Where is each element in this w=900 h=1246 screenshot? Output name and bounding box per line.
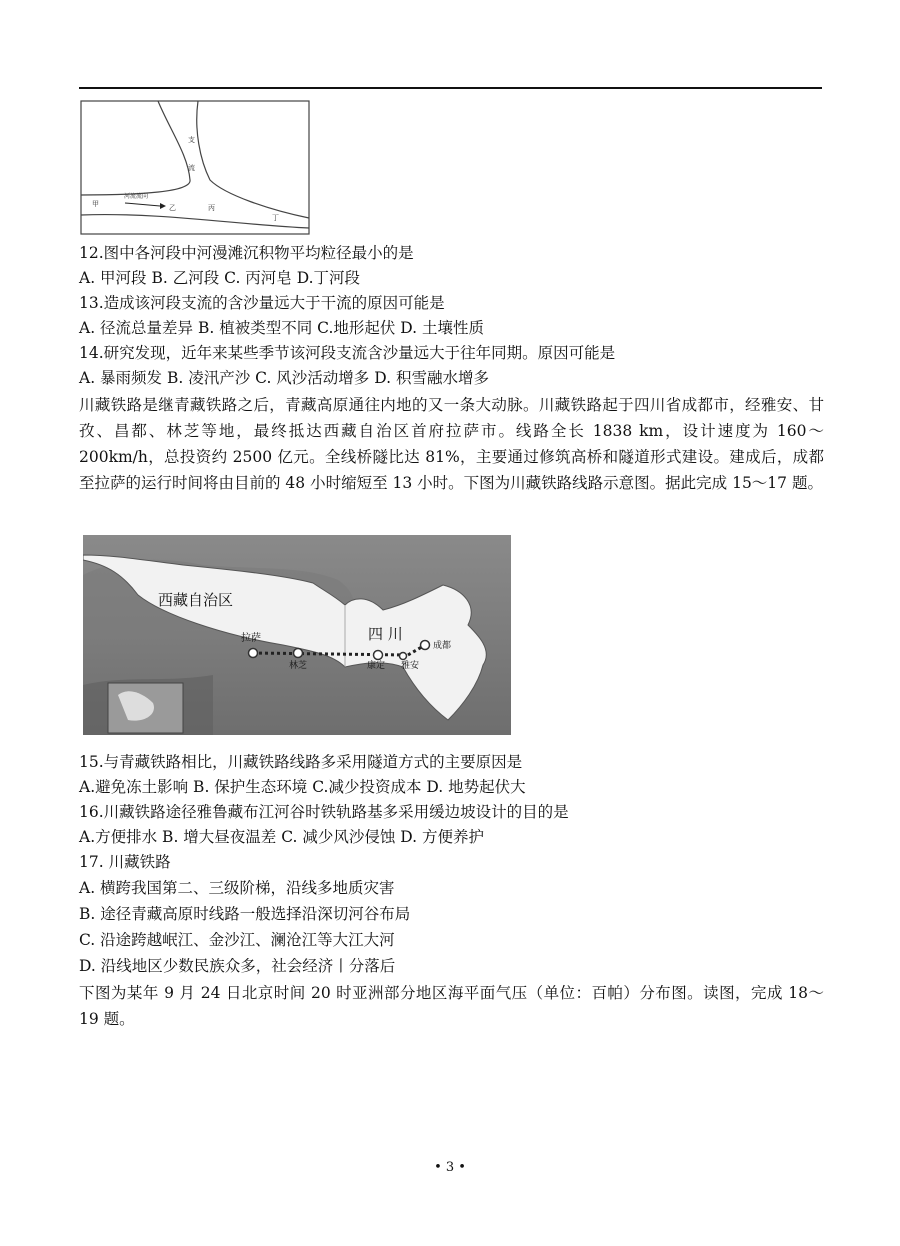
city-label-nyingchi: 林芝 (289, 661, 308, 671)
question-17-option-b: B. 途径青藏高原时线路一般选择沿深切河谷布局 (79, 905, 411, 923)
question-15: 15.与青藏铁路相比，川藏铁路线路多采用隧道方式的主要原因是 (79, 753, 523, 771)
header-rule (79, 87, 822, 89)
tributary-label-1: 支 (188, 136, 195, 144)
question-12: 12.图中各河段中河漫滩沉积物平均粒径最小的是 (79, 244, 414, 262)
question-13: 13.造成该河段支流的含沙量远大于干流的原因可能是 (79, 294, 445, 312)
question-13-options: A. 径流总量差异 B. 植被类型不同 C.地形起伏 D. 土壤性质 (79, 319, 485, 337)
pressure-map-intro: 下图为某年 9 月 24 日北京时间 20 时亚洲部分地区海平面气压（单位：百帕）分布图。读图，完成 18～ 19 题。 (79, 984, 824, 1028)
segment-label-ding: 丁 (272, 214, 279, 222)
river-diagram (80, 100, 310, 235)
question-17-option-c: C. 沿途跨越岷江、金沙江、澜沧江等大江大河 (79, 931, 395, 949)
page-number: • 3 • (434, 1160, 466, 1175)
railway-intro-paragraph: 川藏铁路是继青藏铁路之后，青藏高原通往内地的又一条大动脉。川藏铁路起于四川省成都市，经雅安、甘孜、昌都、林芝等地，最终抵达西藏自治区首府拉萨市。线路全长 1838 km，设计速度为 160～200km/h，总投资约 2500 亿元。全线桥隧比达 81%，主要通过修筑高桥和隧道形式建设。建成后，成都至拉萨的运行时间将由目前的 48 小时缩短至 13 小时。下图为川藏铁路线路示意图。据此完成 15～17 题。 (79, 396, 824, 492)
city-label-lhasa: 拉萨 (241, 633, 261, 644)
city-label-yaan: 雅安 (401, 661, 420, 671)
question-14-options: A. 暴雨频发 B. 凌汛产沙 C. 风沙活动增多 D. 积雪融水增多 (79, 369, 489, 387)
question-15-options: A.避免冻土影响 B. 保护生态环境 C.减少投资成本 D. 地势起伏大 (79, 778, 526, 796)
question-12-options: A. 甲河段 B. 乙河段 C. 丙河皂 D.丁河段 (79, 269, 361, 287)
region-label-sichuan: 四 川 (368, 625, 403, 643)
segment-label-bing: 丙 (208, 204, 215, 212)
question-14: 14.研究发现，近年来某些季节该河段支流含沙量远大于往年同期。原因可能是 (79, 344, 616, 362)
flow-direction-label: 河流流向 (124, 193, 149, 200)
question-17: 17. 川藏铁路 (79, 853, 171, 871)
segment-label-jia: 甲 (92, 200, 99, 208)
city-label-chengdu: 成都 (433, 641, 452, 651)
railway-map (83, 535, 511, 735)
question-16: 16.川藏铁路途径雅鲁藏布江河谷时铁轨路基多采用缓边坡设计的目的是 (79, 803, 569, 821)
city-label-kangding: 康定 (367, 661, 386, 671)
segment-label-yi: 乙 (169, 204, 176, 212)
tributary-label-2: 流 (188, 164, 195, 172)
region-label-tibet: 西藏自治区 (158, 591, 234, 609)
question-16-options: A.方便排水 B. 增大昼夜温差 C. 减少风沙侵蚀 D. 方便养护 (79, 828, 485, 846)
question-17-option-a: A. 横跨我国第二、三级阶梯，沿线多地质灾害 (79, 879, 395, 897)
question-17-option-d: D. 沿线地区少数民族众多，社会经济丨分落后 (79, 957, 396, 975)
